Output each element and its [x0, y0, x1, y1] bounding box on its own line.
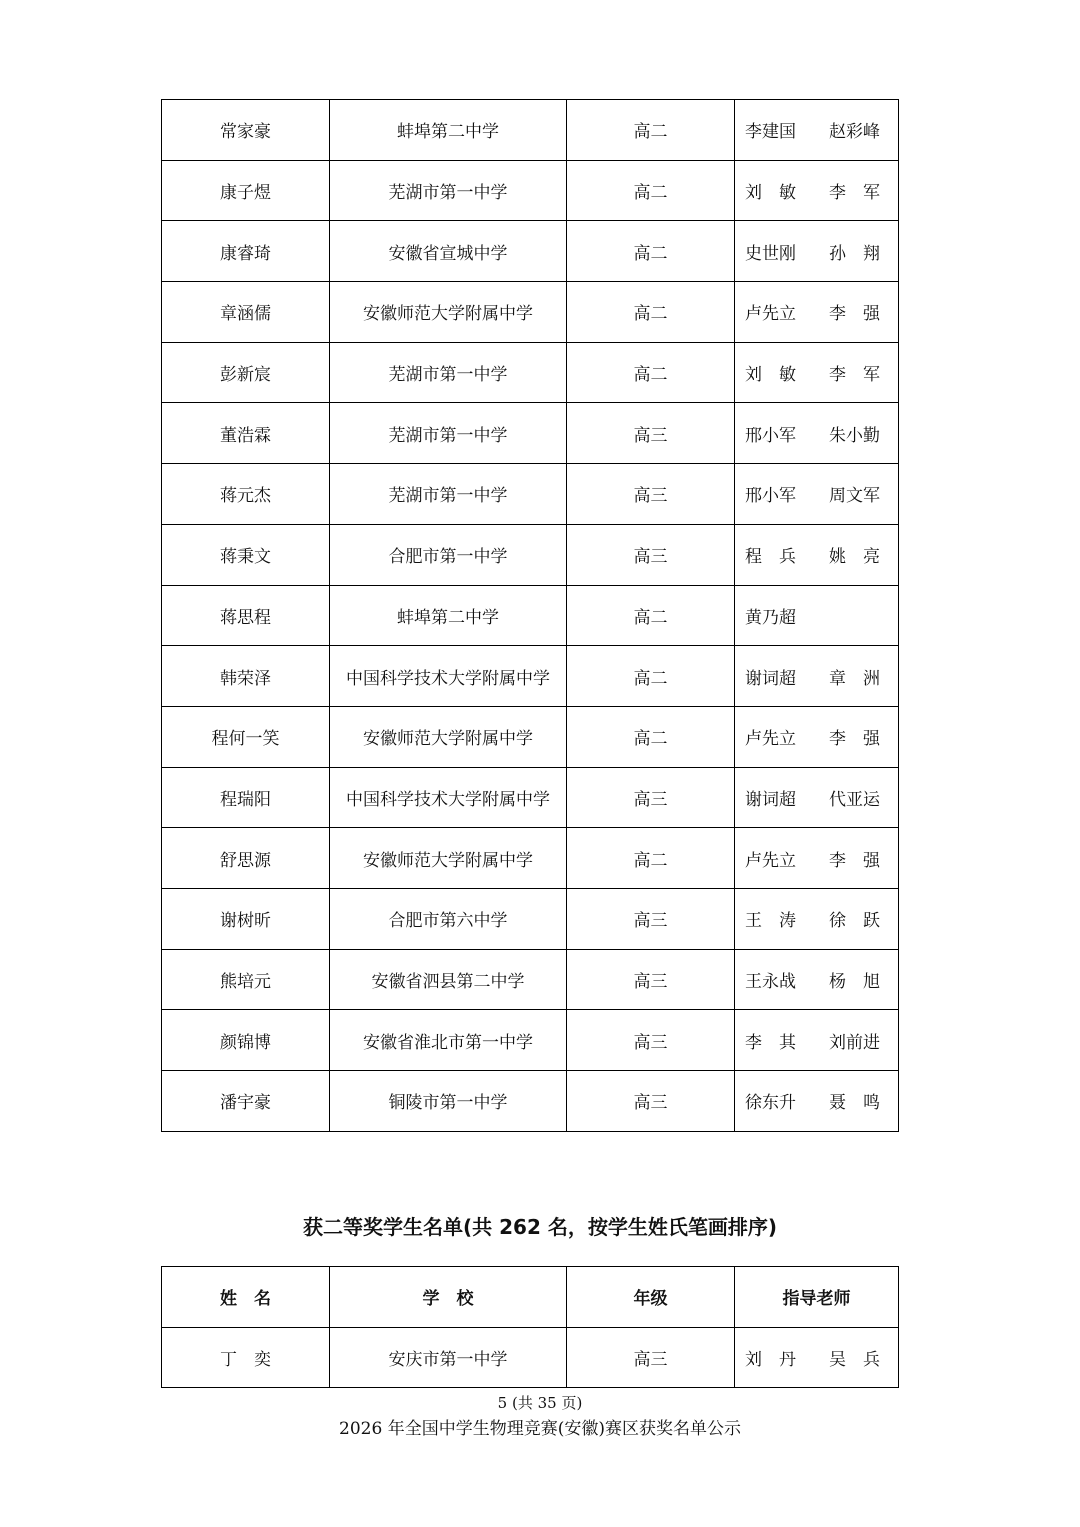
grade-cell: 高二 — [567, 221, 735, 282]
grade-cell: 高三 — [567, 767, 735, 828]
teacher-cell — [735, 828, 899, 889]
student-name-cell: 舒思源 — [162, 828, 330, 889]
teacher-2-name: 聂 鸣 — [829, 1093, 880, 1114]
teacher-2-name: 周文军 — [829, 486, 880, 507]
teacher-names — [735, 846, 898, 871]
grade-cell: 高三 — [567, 403, 735, 464]
award-table-continued — [161, 99, 899, 1132]
teacher-cell — [735, 282, 899, 343]
teacher-cell — [735, 767, 899, 828]
teacher-cell — [735, 403, 899, 464]
teacher-2-name: 李 军 — [829, 365, 880, 386]
header-school: 学 校 — [330, 1267, 567, 1328]
teacher-names — [735, 603, 898, 628]
student-name-cell: 彭新宸 — [162, 342, 330, 403]
school-cell: 安徽省宣城中学 — [330, 221, 567, 282]
student-name-cell: 潘宇豪 — [162, 1071, 330, 1132]
teacher-names — [735, 542, 898, 567]
student-name-cell: 康子煜 — [162, 160, 330, 221]
student-name-cell: 程何一笑 — [162, 706, 330, 767]
grade-cell: 高三 — [567, 1010, 735, 1071]
teacher-names — [735, 664, 898, 689]
student-name-cell: 常家豪 — [162, 100, 330, 161]
teacher-1-name: 王 涛 — [745, 911, 796, 932]
teacher-2-name: 吴 兵 — [829, 1349, 880, 1370]
student-name-cell: 颜锦博 — [162, 1010, 330, 1071]
teacher-2-name: 徐 跃 — [829, 911, 880, 932]
school-cell: 安徽省泗县第二中学 — [330, 949, 567, 1010]
teacher-names — [735, 724, 898, 749]
school-cell: 蚌埠第二中学 — [330, 100, 567, 161]
teacher-1-name: 邢小军 — [745, 425, 796, 446]
student-name-cell: 谢树昕 — [162, 888, 330, 949]
teacher-2-name: 刘前进 — [829, 1032, 880, 1053]
school-cell: 铜陵市第一中学 — [330, 1071, 567, 1132]
teacher-names — [735, 239, 898, 264]
teacher-1-name: 刘 敏 — [745, 183, 796, 204]
table-row — [162, 888, 899, 949]
school-cell: 安徽师范大学附属中学 — [330, 828, 567, 889]
teacher-1-name: 王永战 — [745, 971, 796, 992]
teacher-1-name: 徐东升 — [745, 1093, 796, 1114]
student-name-cell: 蒋思程 — [162, 585, 330, 646]
page-number: 5 (共 35 页) — [497, 1394, 583, 1412]
grade-cell: 高二 — [567, 828, 735, 889]
grade-cell: 高三 — [567, 464, 735, 525]
teacher-1-name: 谢词超 — [745, 789, 796, 810]
table-row — [162, 282, 899, 343]
grade-cell: 高三 — [567, 888, 735, 949]
teacher-2-name: 李 强 — [829, 729, 880, 750]
teacher-1-name: 史世刚 — [745, 243, 796, 264]
table-row — [162, 524, 899, 585]
table-row — [162, 1071, 899, 1132]
teacher-1-name: 李 其 — [745, 1032, 796, 1053]
school-cell: 安徽省淮北市第一中学 — [330, 1010, 567, 1071]
table-row — [162, 585, 899, 646]
table-row — [162, 767, 899, 828]
table-row — [162, 464, 899, 525]
second-prize-table — [161, 1266, 899, 1388]
table-row — [162, 342, 899, 403]
section-title: 获二等奖学生名单(共 262 名，按学生姓氏笔画排序) — [303, 1215, 777, 1239]
teacher-2-name: 朱小勤 — [829, 425, 880, 446]
header-name: 姓 名 — [162, 1267, 330, 1328]
teacher-1-name: 卢先立 — [745, 850, 796, 871]
teacher-cell — [735, 1071, 899, 1132]
grade-cell: 高二 — [567, 282, 735, 343]
student-name-cell: 康睿琦 — [162, 221, 330, 282]
school-cell: 中国科学技术大学附属中学 — [330, 646, 567, 707]
school-cell: 安庆市第一中学 — [330, 1327, 567, 1388]
table-row — [162, 646, 899, 707]
teacher-2-name: 赵彩峰 — [829, 122, 880, 143]
teacher-cell — [735, 100, 899, 161]
teacher-1-name: 刘 丹 — [745, 1349, 796, 1370]
table-row — [162, 100, 899, 161]
table-row — [162, 828, 899, 889]
teacher-2-name: 章 洲 — [829, 668, 880, 689]
table-row — [162, 1010, 899, 1071]
school-cell: 合肥市第六中学 — [330, 888, 567, 949]
table-row — [162, 1327, 899, 1388]
teacher-cell — [735, 1327, 899, 1388]
teacher-names — [735, 785, 898, 810]
teacher-2-name: 李 强 — [829, 304, 880, 325]
student-name-cell: 熊培元 — [162, 949, 330, 1010]
teacher-1-name: 刘 敏 — [745, 365, 796, 386]
school-cell: 蚌埠第二中学 — [330, 585, 567, 646]
teacher-names — [735, 967, 898, 992]
teacher-cell — [735, 888, 899, 949]
table-row — [162, 160, 899, 221]
grade-cell: 高二 — [567, 342, 735, 403]
teacher-cell — [735, 221, 899, 282]
student-name-cell: 董浩霖 — [162, 403, 330, 464]
table-header-row — [162, 1267, 899, 1328]
grade-cell: 高三 — [567, 1071, 735, 1132]
teacher-cell — [735, 706, 899, 767]
header-teacher: 指导老师 — [735, 1267, 899, 1328]
grade-cell: 高二 — [567, 706, 735, 767]
table-row — [162, 221, 899, 282]
grade-cell: 高二 — [567, 100, 735, 161]
teacher-cell — [735, 585, 899, 646]
student-name-cell: 韩荣泽 — [162, 646, 330, 707]
teacher-1-name: 黄乃超 — [745, 607, 796, 628]
teacher-2-name: 姚 亮 — [829, 547, 880, 568]
teacher-cell — [735, 464, 899, 525]
teacher-names — [735, 117, 898, 142]
grade-cell: 高三 — [567, 1327, 735, 1388]
teacher-2-name: 杨 旭 — [829, 971, 880, 992]
student-name-cell: 蒋元杰 — [162, 464, 330, 525]
teacher-names — [735, 421, 898, 446]
teacher-2-name: 李 强 — [829, 850, 880, 871]
school-cell: 中国科学技术大学附属中学 — [330, 767, 567, 828]
school-cell: 芜湖市第一中学 — [330, 403, 567, 464]
header-grade: 年级 — [567, 1267, 735, 1328]
grade-cell: 高二 — [567, 646, 735, 707]
teacher-1-name: 卢先立 — [745, 304, 796, 325]
teacher-cell — [735, 160, 899, 221]
teacher-cell — [735, 524, 899, 585]
table-row — [162, 403, 899, 464]
teacher-1-name: 邢小军 — [745, 486, 796, 507]
grade-cell: 高二 — [567, 585, 735, 646]
footer-title: 2026 年全国中学生物理竞赛(安徽)赛区获奖名单公示 — [339, 1419, 741, 1439]
school-cell: 芜湖市第一中学 — [330, 342, 567, 403]
school-cell: 芜湖市第一中学 — [330, 160, 567, 221]
second-prize-table-body — [162, 1327, 899, 1388]
teacher-1-name: 谢词超 — [745, 668, 796, 689]
teacher-cell — [735, 949, 899, 1010]
teacher-names — [735, 1088, 898, 1113]
school-cell: 安徽师范大学附属中学 — [330, 706, 567, 767]
teacher-names — [735, 906, 898, 931]
teacher-cell — [735, 342, 899, 403]
teacher-cell — [735, 1010, 899, 1071]
school-cell: 合肥市第一中学 — [330, 524, 567, 585]
teacher-2-name: 孙 翔 — [829, 243, 880, 264]
teacher-2-name: 代亚运 — [829, 789, 880, 810]
school-cell: 芜湖市第一中学 — [330, 464, 567, 525]
teacher-names — [735, 360, 898, 385]
teacher-1-name: 程 兵 — [745, 547, 796, 568]
table-row — [162, 949, 899, 1010]
school-cell: 安徽师范大学附属中学 — [330, 282, 567, 343]
teacher-names — [735, 1345, 898, 1370]
student-name-cell: 章涵儒 — [162, 282, 330, 343]
student-name-cell: 丁 奕 — [162, 1327, 330, 1388]
student-name-cell: 程瑞阳 — [162, 767, 330, 828]
teacher-names — [735, 299, 898, 324]
teacher-1-name: 卢先立 — [745, 729, 796, 750]
teacher-2-name: 李 军 — [829, 183, 880, 204]
teacher-1-name: 李建国 — [745, 122, 796, 143]
teacher-cell — [735, 646, 899, 707]
award-table-body — [162, 100, 899, 1132]
grade-cell: 高三 — [567, 949, 735, 1010]
grade-cell: 高二 — [567, 160, 735, 221]
grade-cell: 高三 — [567, 524, 735, 585]
student-name-cell: 蒋秉文 — [162, 524, 330, 585]
teacher-names — [735, 1028, 898, 1053]
teacher-names — [735, 481, 898, 506]
teacher-names — [735, 178, 898, 203]
table-row — [162, 706, 899, 767]
